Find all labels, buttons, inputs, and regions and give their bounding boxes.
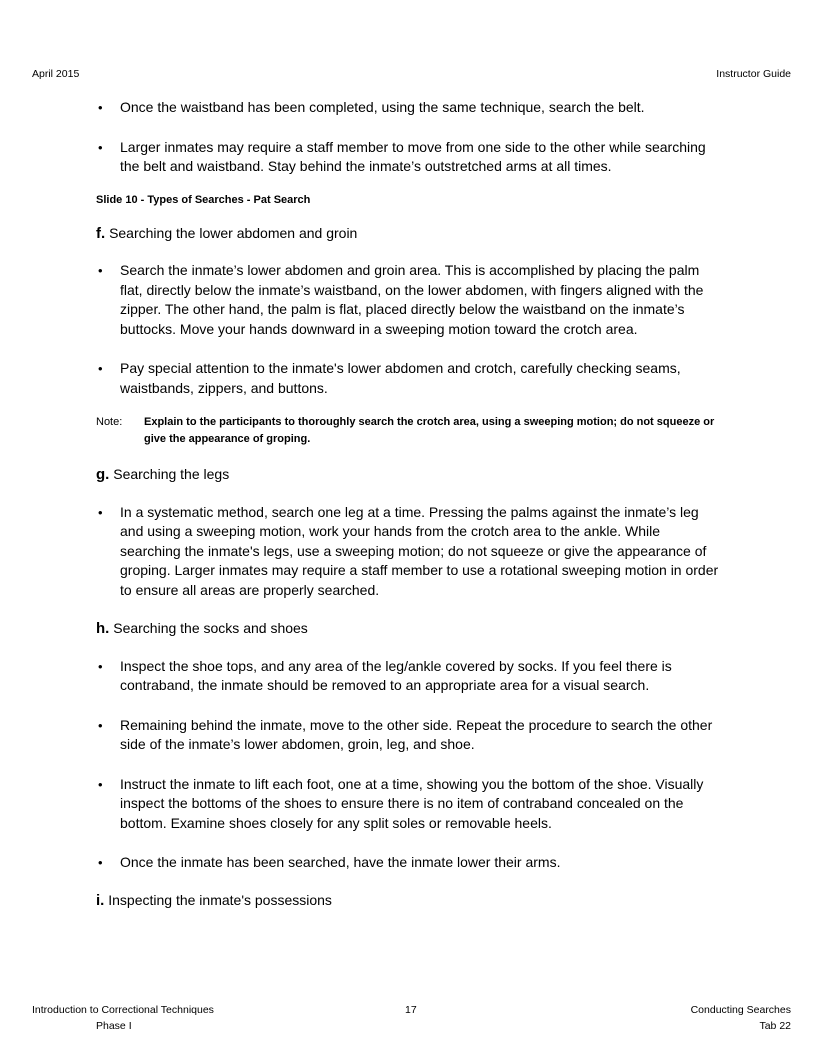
bullet-item: [96, 657, 721, 696]
footer-course-title: Introduction to Correctional Techniques: [32, 1004, 214, 1016]
bullet-text: Search the inmate’s lower abdomen and groin area. This is accomplished by placing the palm flat, directly below the inmate’s waistband, on the lower abdomen, with fingers aligned with the zipper. The other hand, the palm is flat, placed directly below the waistband on the inmate’s buttocks. Move your hands downward in a sweeping motion toward the crotch area.: [120, 262, 704, 337]
instructor-note: [96, 414, 721, 448]
footer-tab: Tab 22: [759, 1020, 791, 1032]
bullet-icon: •: [98, 263, 103, 278]
header-date: April 2015: [32, 68, 80, 80]
bullet-item: [96, 775, 721, 834]
bullet-icon: •: [98, 504, 103, 520]
footer-module-title: Conducting Searches: [690, 1004, 791, 1016]
section-g-heading: [96, 465, 721, 485]
bullet-icon: •: [98, 139, 103, 155]
bullet-text: In a systematic method, search one leg at a time. Pressing the palms against the inmate’s leg and using a sweeping motion, work your hands from the crotch area to the ankle. While searching the inmate's legs, use a sweeping motion; do not squeeze or give the appearance of groping. Larger inmates may require a staff member to use a rotational sweeping motion in order to ensure all areas are properly searched.: [120, 503, 719, 598]
bullet-text: Once the waistband has been completed, using the same technique, search the belt.: [120, 99, 645, 115]
note-text: Explain to the participants to thoroughly search the crotch area, using a sweeping motion; do not squeeze or give the appearance of groping.: [144, 416, 715, 445]
bullet-icon: •: [98, 776, 103, 792]
section-f-heading: [96, 224, 721, 244]
bullet-text: Pay special attention to the inmate's lower abdomen and crotch, carefully checking seams, waistbands, zippers, and buttons.: [120, 360, 681, 396]
section-title: Inspecting the inmate's possessions: [108, 891, 332, 908]
section-letter: h.: [96, 620, 110, 637]
bullet-icon: •: [98, 100, 103, 115]
bullet-item: [96, 261, 721, 339]
bullet-text: Inspect the shoe tops, and any area of the leg/ankle covered by socks. If you feel there is contraband, the inmate should be removed to an appropriate area for a visual search.: [120, 657, 672, 693]
page-number: 17: [405, 1004, 417, 1016]
bullet-item: [96, 503, 721, 601]
bullet-item: [96, 359, 721, 398]
bullet-text: Remaining behind the inmate, move to the other side. Repeat the procedure to search the other side of the inmate’s lower abdomen, groin, leg, and shoe.: [120, 716, 713, 752]
bullet-icon: •: [98, 361, 103, 376]
bullet-item: [96, 138, 721, 177]
section-title: Searching the socks and shoes: [113, 620, 308, 636]
section-letter: g.: [96, 466, 110, 483]
footer-phase: Phase I: [96, 1020, 132, 1032]
page-body: [96, 96, 721, 910]
header-guide-type: Instructor Guide: [716, 68, 791, 80]
bullet-icon: •: [98, 855, 103, 870]
section-h-heading: [96, 619, 721, 639]
bullet-text: Once the inmate has been searched, have the inmate lower their arms.: [120, 854, 561, 870]
section-letter: i.: [96, 891, 105, 909]
bullet-item: [96, 716, 721, 755]
bullet-icon: •: [98, 658, 103, 674]
section-letter: f.: [96, 224, 106, 242]
bullet-item: [96, 98, 721, 118]
bullet-item: [96, 853, 721, 873]
bullet-icon: •: [98, 717, 103, 733]
section-title: Searching the legs: [113, 466, 230, 482]
section-title: Searching the lower abdomen and groin: [109, 224, 358, 241]
section-i-heading: [96, 891, 721, 911]
bullet-text: Larger inmates may require a staff member to move from one side to the other while searching the belt and waistband. Stay behind the inmate’s outstretched arms at all times.: [120, 138, 706, 174]
slide-label: Slide 10 - Types of Searches - Pat Search: [96, 193, 311, 206]
note-label: Note:: [96, 416, 123, 428]
bullet-text: Instruct the inmate to lift each foot, one at a time, showing you the bottom of the shoe. Visually inspect the bottoms of the shoes to ensure there is no item of contraband concealed on the bottom. Examine shoes closely for any split soles or removable heels.: [120, 775, 704, 831]
